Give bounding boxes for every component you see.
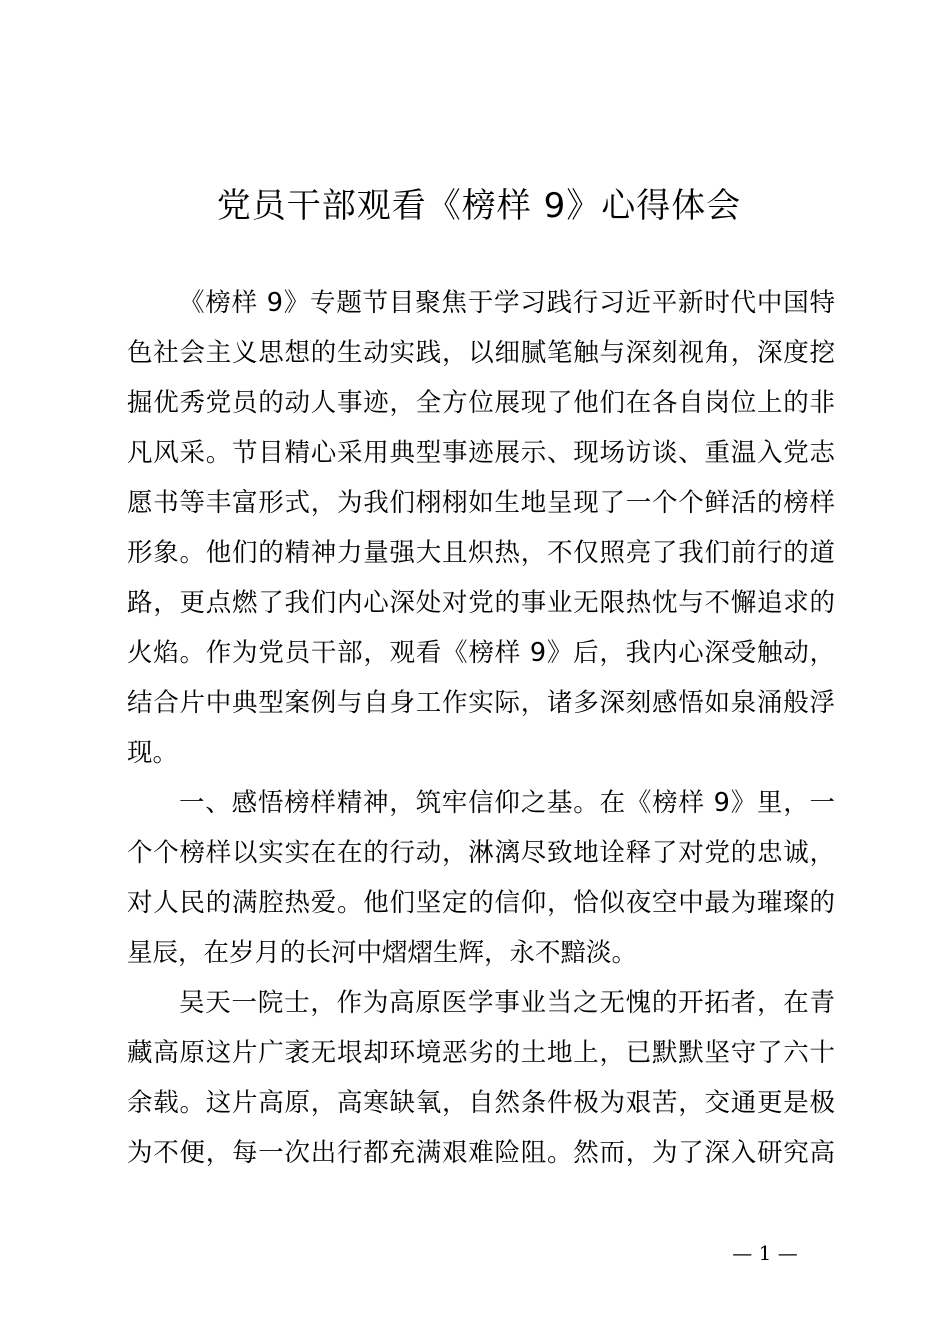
text-line: 色社会主义思想的生动实践，以细腻笔触与深刻视角，深度挖 [127, 338, 835, 368]
section-heading-line: 一、感悟榜样精神，筑牢信仰之基。在《榜样 9》里，一 [179, 788, 835, 818]
text-line: 现。 [127, 738, 179, 768]
text-line: 吴天一院士，作为高原医学事业当之无愧的开拓者，在青 [179, 988, 835, 1018]
text-line: 藏高原这片广袤无垠却环境恶劣的土地上，已默默坚守了六十 [127, 1038, 835, 1068]
text-line: 火焰。作为党员干部，观看《榜样 9》后，我内心深受触动， [127, 638, 835, 668]
text-line: 形象。他们的精神力量强大且炽热，不仅照亮了我们前行的道 [127, 538, 835, 568]
text-line: 对人民的满腔热爱。他们坚定的信仰，恰似夜空中最为璀璨的 [127, 888, 835, 918]
text-line: 为不便，每一次出行都充满艰难险阻。然而，为了深入研究高 [127, 1138, 835, 1168]
text-line: 愿书等丰富形式，为我们栩栩如生地呈现了一个个鲜活的榜样 [127, 488, 835, 518]
text-line: 凡风采。节目精心采用典型事迹展示、现场访谈、重温入党志 [127, 438, 835, 468]
text-line: 路，更点燃了我们内心深处对党的事业无限热忱与不懈追求的 [127, 588, 835, 618]
text-line: 结合片中典型案例与自身工作实际，诸多深刻感悟如泉涌般浮 [127, 688, 835, 718]
text-line: 《榜样 9》专题节目聚焦于学习践行习近平新时代中国特 [179, 288, 835, 318]
text-line: 个个榜样以实实在在的行动，淋漓尽致地诠释了对党的忠诚， [127, 838, 835, 868]
page-number: — 1 — [732, 1241, 798, 1265]
text-line: 星辰，在岁月的长河中熠熠生辉，永不黯淡。 [127, 938, 638, 968]
text-line: 余载。这片高原，高寒缺氧，自然条件极为艰苦，交通更是极 [127, 1088, 835, 1118]
document-title: 党员干部观看《榜样 9》心得体会 [216, 186, 742, 226]
document-body [127, 278, 835, 1178]
text-line: 掘优秀党员的动人事迹，全方位展现了他们在各自岗位上的非 [127, 388, 835, 418]
